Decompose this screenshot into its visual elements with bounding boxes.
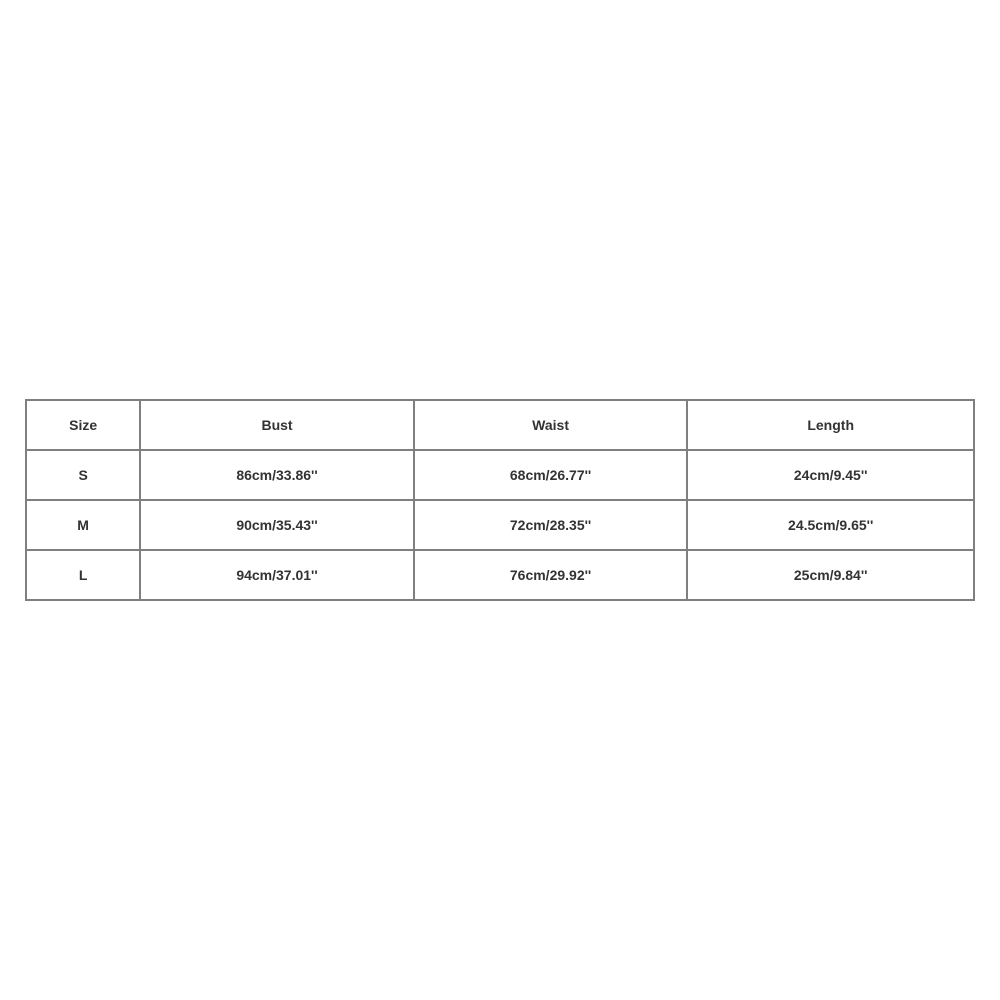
- table-header-row: [26, 400, 974, 450]
- cell-size: M: [26, 500, 140, 550]
- cell-waist: 72cm/28.35'': [414, 500, 688, 550]
- cell-length: 25cm/9.84'': [687, 550, 974, 600]
- cell-bust: 86cm/33.86'': [140, 450, 414, 500]
- cell-size: L: [26, 550, 140, 600]
- cell-length: 24.5cm/9.65'': [687, 500, 974, 550]
- header-waist: Waist: [414, 400, 688, 450]
- cell-bust: 90cm/35.43'': [140, 500, 414, 550]
- cell-waist: 68cm/26.77'': [414, 450, 688, 500]
- header-size: Size: [26, 400, 140, 450]
- cell-waist: 76cm/29.92'': [414, 550, 688, 600]
- size-chart-table: [25, 399, 975, 601]
- table-row: [26, 450, 974, 500]
- table-row: [26, 500, 974, 550]
- cell-length: 24cm/9.45'': [687, 450, 974, 500]
- header-bust: Bust: [140, 400, 414, 450]
- header-length: Length: [687, 400, 974, 450]
- cell-bust: 94cm/37.01'': [140, 550, 414, 600]
- table-row: [26, 550, 974, 600]
- cell-size: S: [26, 450, 140, 500]
